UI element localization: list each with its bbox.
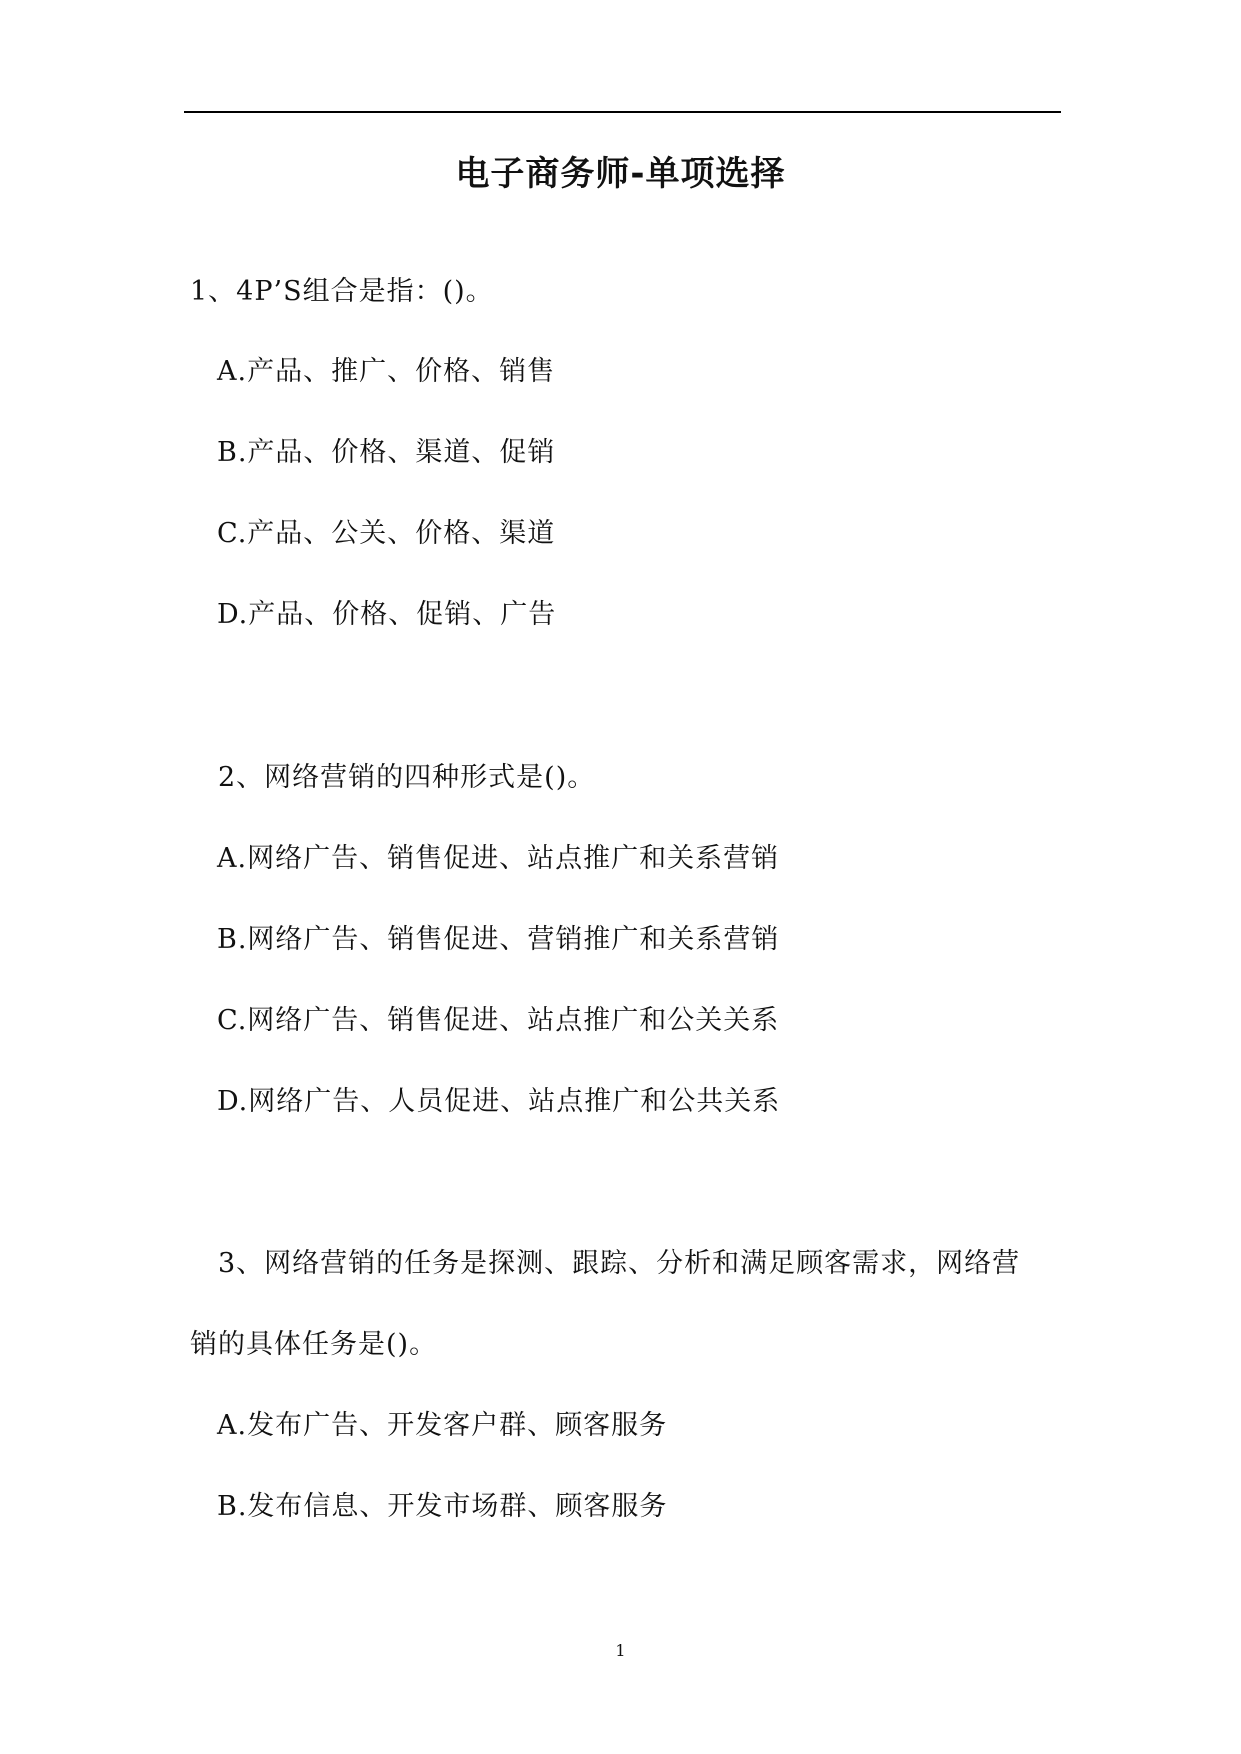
page-number: 1 — [615, 1641, 626, 1660]
question-3-stem-line-2: 销的具体任务是()。 — [190, 1329, 438, 1360]
question-1-stem: 1、4P’S组合是指：()。 — [190, 276, 494, 307]
question-3-option-b: B.发布信息、开发市场群、顾客服务 — [217, 1491, 668, 1522]
question-2-option-d: D.网络广告、人员促进、站点推广和公共关系 — [217, 1086, 781, 1117]
question-2-option-b: B.网络广告、销售促进、营销推广和关系营销 — [217, 924, 780, 955]
header-rule — [184, 111, 1061, 113]
question-3-option-a: A.发布广告、开发客户群、顾客服务 — [217, 1410, 668, 1441]
question-1-option-a: A.产品、推广、价格、销售 — [217, 356, 556, 387]
question-2-option-c: C.网络广告、销售促进、站点推广和公关关系 — [217, 1005, 780, 1036]
question-1-option-d: D.产品、价格、促销、广告 — [217, 599, 557, 630]
document-title: 电子商务师-单项选择 — [455, 154, 786, 194]
question-3-stem-line-1: 3、网络营销的任务是探测、跟踪、分析和满足顾客需求，网络营 — [218, 1248, 1021, 1279]
question-1-option-b: B.产品、价格、渠道、促销 — [217, 437, 556, 468]
question-2-option-a: A.网络广告、销售促进、站点推广和关系营销 — [217, 843, 780, 874]
question-1-option-c: C.产品、公关、价格、渠道 — [217, 518, 556, 549]
question-2-stem: 2、网络营销的四种形式是()。 — [218, 762, 596, 793]
